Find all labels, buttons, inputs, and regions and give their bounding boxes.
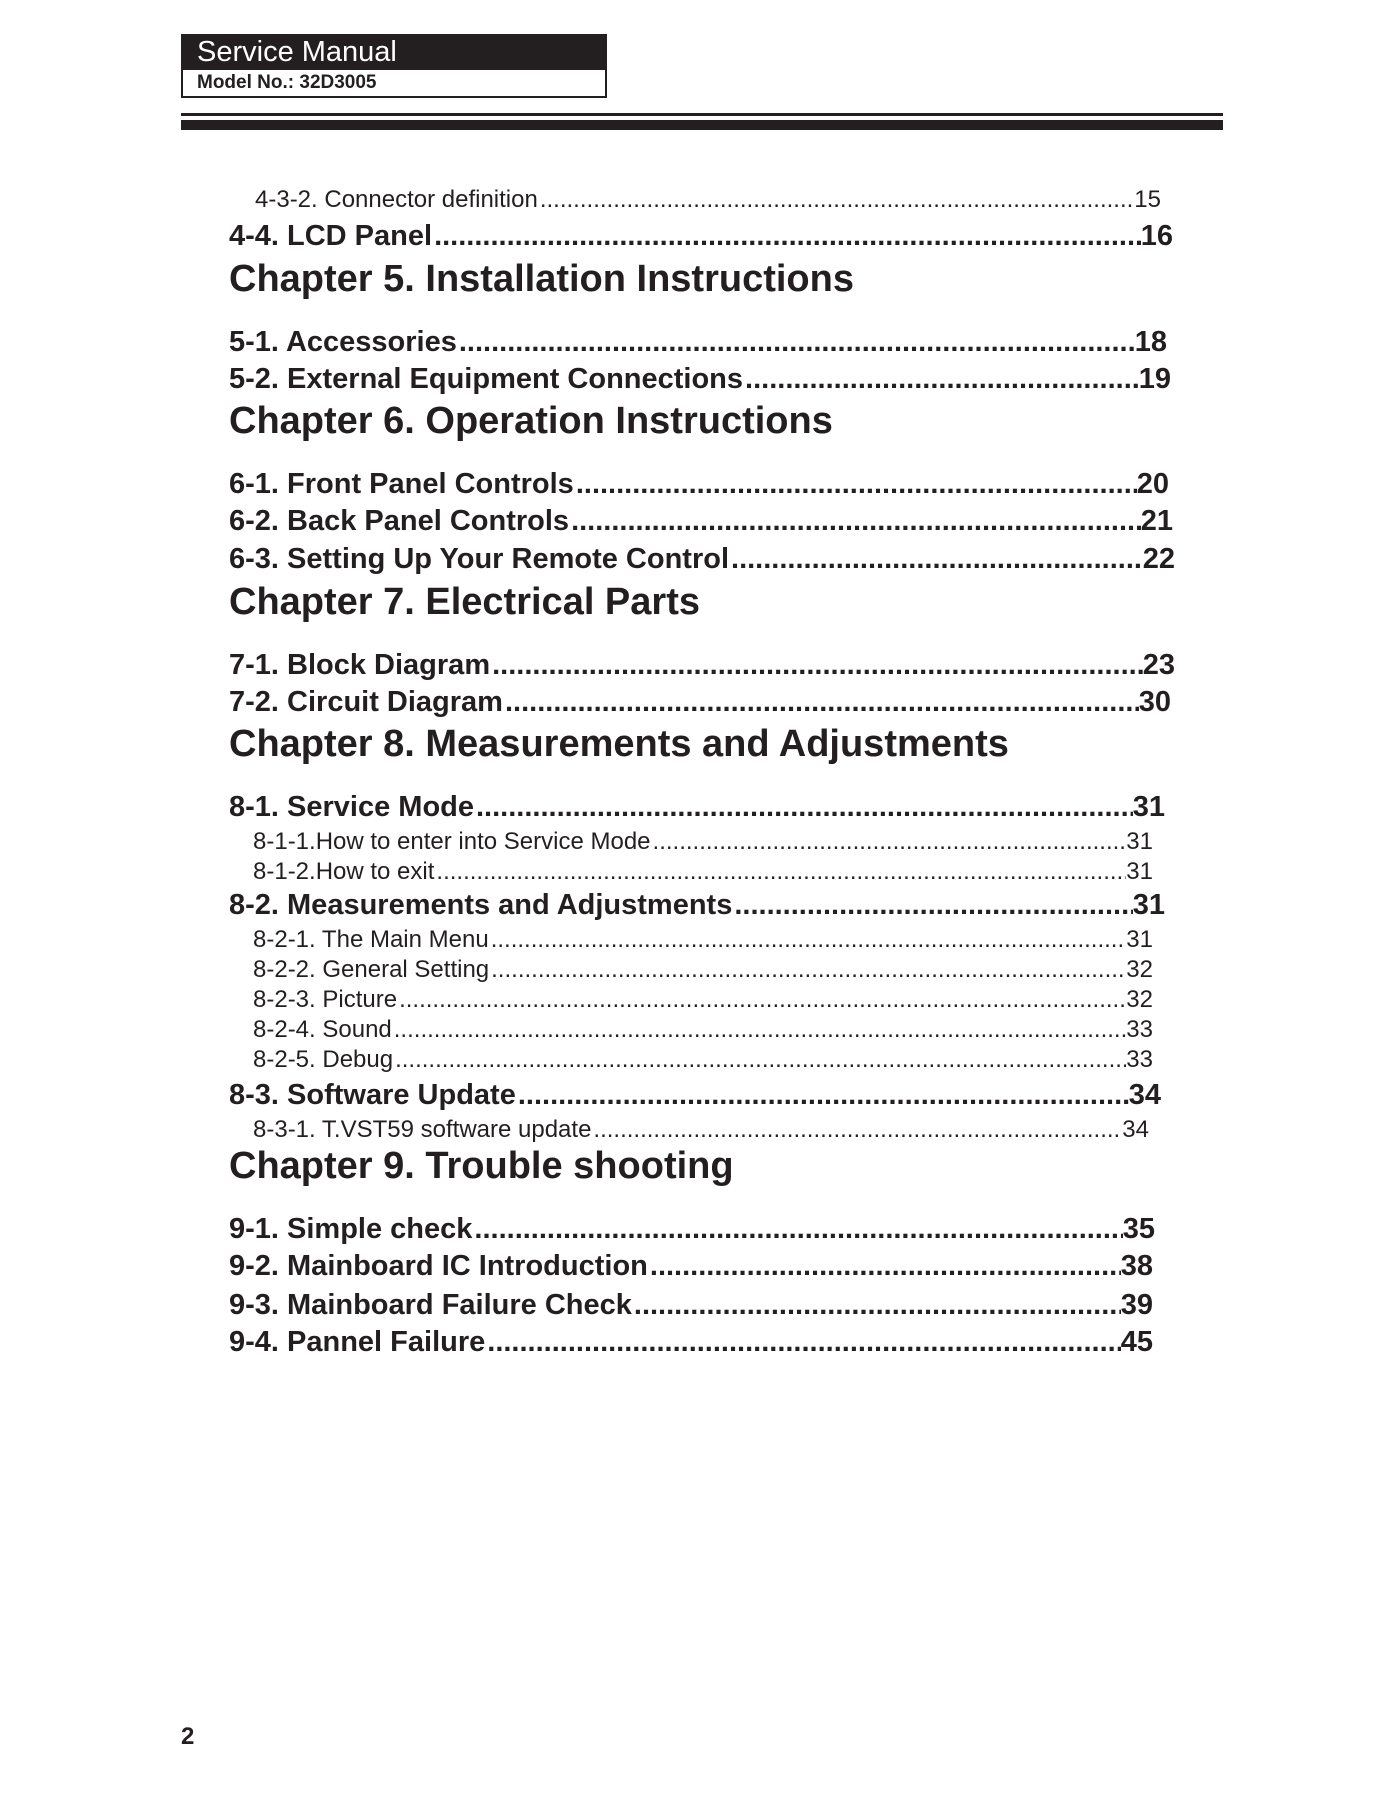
toc-leader-dots: [399, 985, 1126, 1015]
toc-entry-label: 9-4. Pannel Failure: [229, 1326, 486, 1358]
toc-entry[interactable]: [229, 1324, 1153, 1360]
toc-entry[interactable]: [229, 361, 1171, 397]
toc-entry-label: 5-2. External Equipment Connections: [229, 363, 744, 395]
toc-leader-dots: [540, 185, 1134, 215]
toc-entry[interactable]: [253, 857, 1153, 887]
toc-entry-page: 31: [1132, 791, 1165, 823]
toc-entry[interactable]: [229, 218, 1173, 254]
model-number: Model No.: 32D3005: [181, 70, 607, 98]
toc-entry-page: 20: [1136, 468, 1169, 500]
toc-entry-label: 8-2. Measurements and Adjustments: [229, 889, 733, 921]
toc-leader-dots: [576, 466, 1137, 502]
toc-entry-label: 8-1-2.How to exit: [253, 858, 435, 885]
toc-entry-page: 16: [1140, 220, 1173, 252]
toc-leader-dots: [491, 925, 1127, 955]
toc-entry[interactable]: [253, 985, 1153, 1015]
toc-entry-page: 39: [1120, 1289, 1153, 1321]
toc-entry[interactable]: [229, 887, 1165, 923]
toc-leader-dots: [745, 361, 1139, 397]
toc-leader-dots: [436, 857, 1126, 887]
toc-entry-label: 8-2-4. Sound: [253, 1016, 392, 1043]
toc-entry[interactable]: [229, 1211, 1155, 1247]
toc-entry-page: 32: [1126, 986, 1153, 1013]
toc-entry-label: 8-3. Software Update: [229, 1079, 516, 1111]
toc-entry-label: 8-2-5. Debug: [253, 1046, 394, 1073]
toc-entry[interactable]: [229, 647, 1175, 683]
toc-entry-page: 33: [1126, 1046, 1153, 1073]
toc-entry[interactable]: [253, 1115, 1149, 1145]
toc-entry-page: 31: [1126, 828, 1153, 855]
toc-entry-label: 8-2-1. The Main Menu: [253, 926, 489, 953]
toc-entry[interactable]: [229, 466, 1169, 502]
toc-entry[interactable]: [253, 1015, 1153, 1045]
toc-leader-dots: [734, 887, 1132, 923]
toc-entry-page: 31: [1126, 926, 1153, 953]
toc-leader-dots: [474, 1211, 1122, 1247]
toc-entry-label: 8-1-1.How to enter into Service Mode: [253, 828, 651, 855]
toc-entry[interactable]: [253, 1045, 1153, 1075]
toc-leader-dots: [491, 955, 1126, 985]
toc-leader-dots: [394, 1015, 1127, 1045]
toc-leader-dots: [476, 789, 1133, 825]
toc-entry[interactable]: [229, 1077, 1161, 1113]
toc-entry-page: 33: [1126, 1016, 1153, 1043]
toc-leader-dots: [487, 1324, 1120, 1360]
toc-entry-label: 8-2-2. General Setting: [253, 956, 490, 983]
toc-entry-label: 9-3. Mainboard Failure Check: [229, 1289, 632, 1321]
toc-leader-dots: [518, 1077, 1129, 1113]
toc-entry-page: 32: [1126, 956, 1153, 983]
toc-leader-dots: [492, 647, 1143, 683]
toc-entry-label: 4-4. LCD Panel: [229, 220, 433, 252]
toc-entry-page: 22: [1142, 543, 1175, 575]
toc-leader-dots: [505, 684, 1139, 720]
toc-entry-page: 38: [1120, 1250, 1153, 1282]
toc-entry-label: 6-3. Setting Up Your Remote Control: [229, 543, 730, 575]
toc-entry-label: 9-1. Simple check: [229, 1213, 473, 1245]
toc-entry-label: 7-1. Block Diagram: [229, 649, 491, 681]
manual-title: Service Manual: [181, 34, 607, 70]
chapter-heading[interactable]: Chapter 8. Measurements and Adjustments: [229, 723, 1009, 765]
toc-leader-dots: [459, 324, 1135, 360]
toc-entry[interactable]: [229, 789, 1165, 825]
toc-entry[interactable]: [253, 827, 1153, 857]
toc-entry-label: 7-2. Circuit Diagram: [229, 686, 503, 718]
toc-entry-label: 8-3-1. T.VST59 software update: [253, 1116, 592, 1143]
page-number: 2: [181, 1723, 195, 1750]
chapter-heading[interactable]: Chapter 9. Trouble shooting: [229, 1145, 734, 1187]
toc-entry-label: 4-3-2. Connector definition: [255, 186, 538, 213]
toc-entry[interactable]: [229, 684, 1171, 720]
toc-entry[interactable]: [229, 1287, 1153, 1323]
toc-entry[interactable]: [255, 185, 1161, 215]
chapter-heading[interactable]: Chapter 7. Electrical Parts: [229, 581, 700, 623]
toc-entry-page: 23: [1142, 649, 1175, 681]
toc-entry-page: 45: [1120, 1326, 1153, 1358]
toc-entry[interactable]: [253, 955, 1153, 985]
toc-leader-dots: [434, 218, 1141, 254]
toc-leader-dots: [653, 827, 1127, 857]
toc-entry-label: 6-2. Back Panel Controls: [229, 505, 570, 537]
toc-entry[interactable]: [253, 925, 1153, 955]
toc-entry[interactable]: [229, 541, 1175, 577]
toc-entry-page: 34: [1122, 1116, 1149, 1143]
toc-entry-label: 9-2. Mainboard IC Introduction: [229, 1250, 648, 1282]
toc-entry-label: 5-1. Accessories: [229, 326, 457, 358]
toc-entry-page: 31: [1126, 858, 1153, 885]
chapter-heading[interactable]: Chapter 5. Installation Instructions: [229, 258, 854, 300]
toc-entry-page: 19: [1138, 363, 1171, 395]
toc-entry-page: 31: [1132, 889, 1165, 921]
toc-entry[interactable]: [229, 324, 1167, 360]
toc-entry-label: 6-1. Front Panel Controls: [229, 468, 574, 500]
toc-entry-label: 8-1. Service Mode: [229, 791, 474, 823]
toc-entry-page: 18: [1134, 326, 1167, 358]
toc-leader-dots: [571, 503, 1141, 539]
toc-entry-label: 8-2-3. Picture: [253, 986, 398, 1013]
toc-leader-dots: [731, 541, 1143, 577]
toc-leader-dots: [650, 1248, 1121, 1284]
toc-entry-page: 21: [1140, 505, 1173, 537]
toc-entry-page: 35: [1122, 1213, 1155, 1245]
toc-entry-page: 30: [1138, 686, 1171, 718]
toc-entry[interactable]: [229, 1248, 1153, 1284]
toc-entry-page: 34: [1128, 1079, 1161, 1111]
toc-leader-dots: [395, 1045, 1126, 1075]
toc-leader-dots: [634, 1287, 1121, 1323]
toc-entry[interactable]: [229, 503, 1173, 539]
toc-entry-page: 15: [1134, 186, 1161, 213]
toc-leader-dots: [593, 1115, 1122, 1145]
chapter-heading[interactable]: Chapter 6. Operation Instructions: [229, 400, 833, 442]
